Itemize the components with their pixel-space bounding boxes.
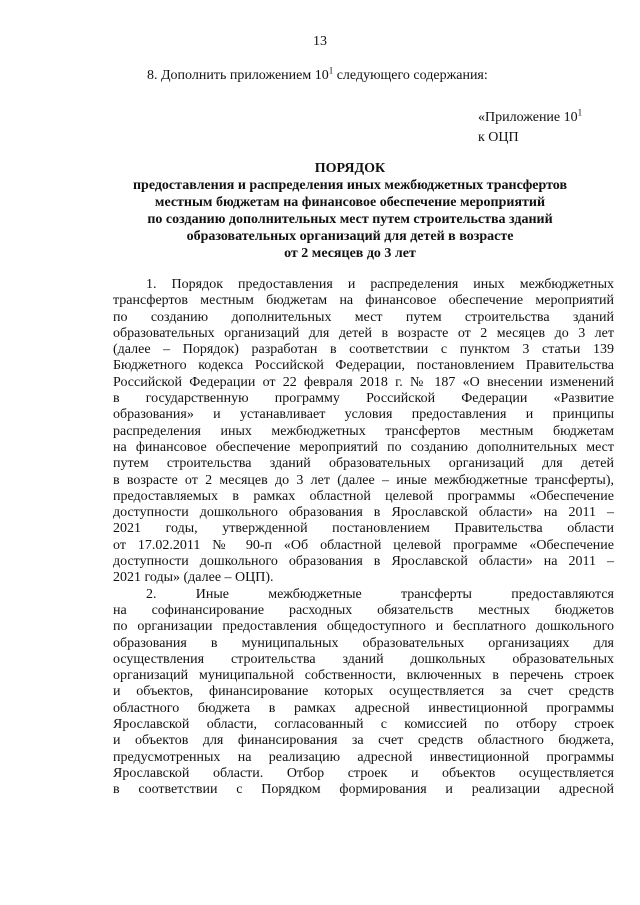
paragraph-1-line: распределения иных межбюджетных трансфертов местным бюджетам <box>113 423 614 439</box>
paragraph-2-line: на софинансирование расходных обязательств местных бюджетов <box>113 602 614 618</box>
amendment-text-before: 8. Дополнить приложением 10 <box>147 68 329 83</box>
paragraph-1-line: 2021 годы, утвержденной постановлением Правительства области <box>113 521 614 537</box>
paragraph-1-line: в возрасте от 2 месяцев до 3 лет (далее – иные межбюджетные трансферты), <box>113 472 614 488</box>
document-title <box>100 160 600 262</box>
paragraph-2-line: областного бюджета в рамках адресной инвестиционной программы <box>113 700 614 716</box>
appendix-line-2: к ОЦП <box>478 130 519 145</box>
paragraph-1-line: трансфертов местным бюджетам на финансовое обеспечение мероприятий <box>113 293 614 309</box>
paragraph-2-line: организаций муниципальной собственности, включенных в перечень строек <box>113 668 614 684</box>
title-line: ПОРЯДОК <box>314 161 386 176</box>
paragraph-1-line: образовательных организаций для детей в возрасте от 2 месяцев до 3 лет <box>113 325 614 341</box>
paragraph-1-line: доступности дошкольного образования в Ярославской области» на 2011 – <box>113 554 614 570</box>
paragraph-1-line: доступности дошкольного образования в Ярославской области» на 2011 – <box>113 505 614 521</box>
amendment-text-after: следующего содержания: <box>333 68 488 83</box>
paragraph-1-line: 2021 годы» (далее – ОЦП). <box>113 570 274 586</box>
title-line: по созданию дополнительных мест путем строительства зданий <box>147 212 553 227</box>
title-line: предоставления и распределения иных межбюджетных трансфертов <box>132 178 568 193</box>
title-line: местным бюджетам на финансовое обеспечение мероприятий <box>154 195 546 210</box>
paragraph-2-line: Ярославской области, согласованный с комиссией по отбору строек <box>113 717 614 733</box>
paragraph-1-line: (далее – Порядок) разработан в соответствии с пунктом 3 статьи 139 <box>113 342 614 358</box>
paragraph-2-line: и объектов для финансирования за счет средств областного бюджета, <box>113 733 614 749</box>
appendix-line-1 <box>478 108 582 128</box>
paragraph-1-line: от 17.02.2011 № 90-п «Об областной целевой программе «Обеспечение <box>113 537 614 553</box>
appendix-superscript: 1 <box>577 107 583 118</box>
paragraph-1-line: предоставляемых в рамках областной целевой программы «Обеспечение <box>113 488 614 504</box>
paragraph-1-line: путем строительства зданий образовательных организаций для детей <box>113 456 614 472</box>
paragraph-2-line: предусмотренных на реализацию адресной инвестиционной программы <box>113 749 614 765</box>
paragraph-1-line: Бюджетного кодекса Российской Федерации, постановлением Правительства <box>113 358 614 374</box>
title-line: от 2 месяцев до 3 лет <box>284 246 416 261</box>
paragraph-2-line: по организации предоставления общедоступного и бесплатного дошкольного <box>113 619 614 635</box>
page-number: 13 <box>313 34 327 49</box>
paragraph-1-line: в государственную программу Российской Федерации «Развитие <box>113 391 614 407</box>
paragraph-1-line: по созданию дополнительных мест путем строительства зданий <box>113 309 614 325</box>
appendix-label: «Приложение 10 <box>478 110 578 125</box>
paragraph-1-line: 1. Порядок предоставления и распределения иных межбюджетных <box>146 277 614 292</box>
body-text <box>113 277 614 799</box>
paragraph-2-line: образования в муниципальных образовательных организациях для <box>113 635 614 651</box>
paragraph-1-line: образования» и устанавливает условия предоставления и принципы <box>113 407 614 423</box>
title-line: образовательных организаций для детей в возрасте <box>186 229 514 244</box>
amendment-instruction <box>147 65 488 84</box>
paragraph-1-line: Российской Федерации от 22 февраля 2018 г. № 187 «О внесении изменений <box>113 374 614 390</box>
paragraph-2-line: в соответствии с Порядком формирования и реализации адресной <box>113 782 614 798</box>
paragraph-2-line: и объектов, финансирование которых осуществляется за счет средств <box>113 684 614 700</box>
paragraph-2-line: 2. Иные межбюджетные трансферты предоставляются <box>146 586 614 602</box>
appendix-reference <box>478 108 582 148</box>
paragraph-1-line: на финансовое обеспечение мероприятий по созданию дополнительных мест <box>113 439 614 455</box>
amendment-superscript: 1 <box>328 65 334 76</box>
paragraph-2-line: осуществления строительства зданий дошкольных образовательных <box>113 651 614 667</box>
paragraph-2-line: Ярославской области. Отбор строек и объектов осуществляется <box>113 765 614 781</box>
